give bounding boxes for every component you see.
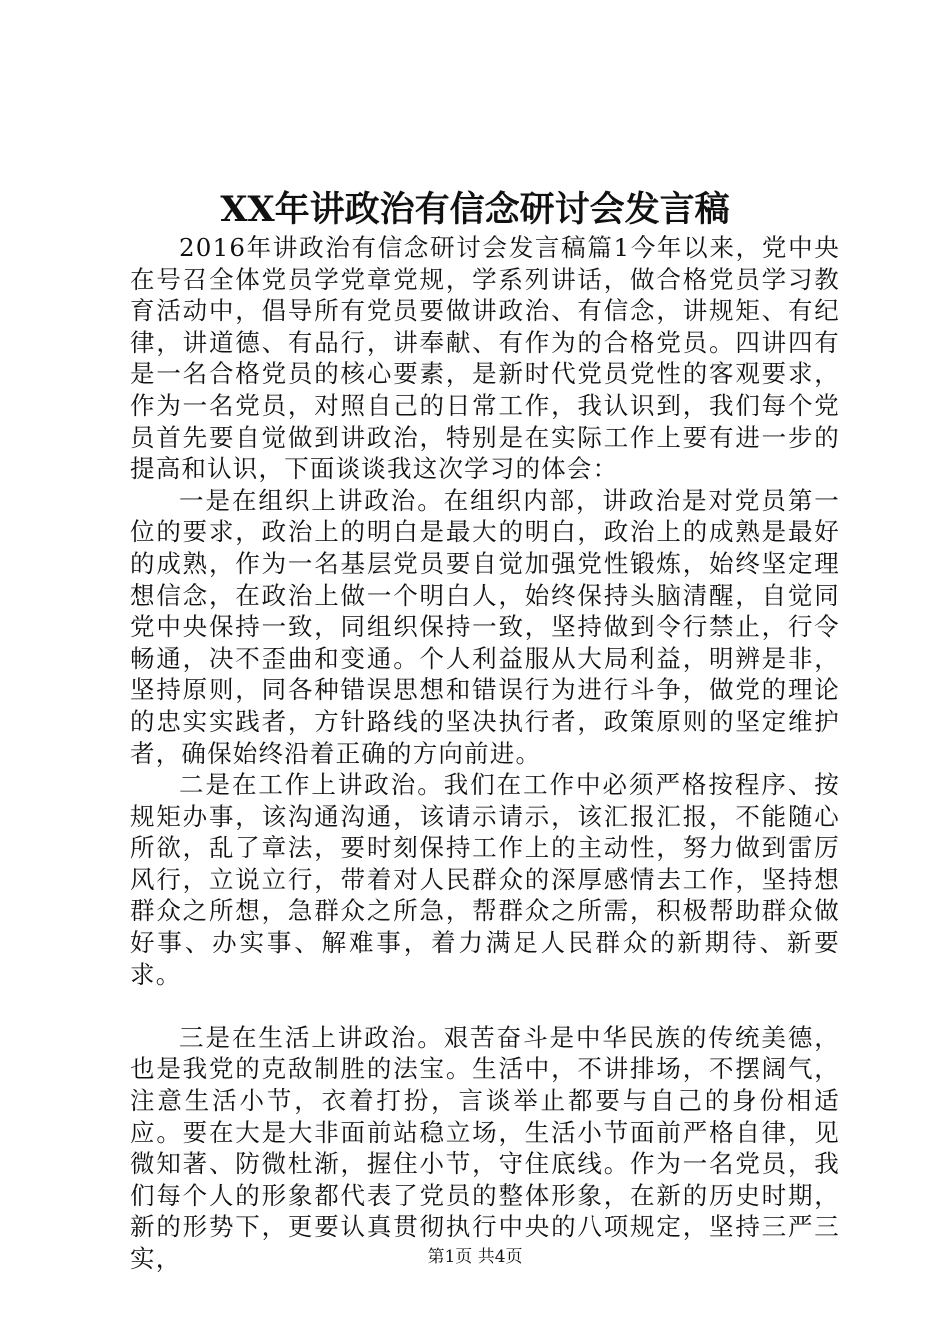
paragraph-work: 二是在工作上讲政治。我们在工作中必须严格按程序、按规矩办事，该沟通沟通，该请示请示，该汇报汇报，不能随心所欲，乱了章法，要时刻保持工作上的主动性，努力做到雷厉风行，立说立行，带着对人民群众的深厚感情去工作，坚持想群众之所想，急群众之所急，帮群众之所需，积极帮助群众做好事、办实事、解难事，着力满足人民群众的新期待、新要求。	[130, 770, 840, 989]
document-title: XX年讲政治有信念研讨会发言稿	[220, 189, 730, 230]
page-number-footer: 第1页 共4页	[427, 1247, 523, 1267]
paragraph-life: 三是在生活上讲政治。艰苦奋斗是中华民族的传统美德，也是我党的克敌制胜的法宝。生活中，不讲排场，不摆阔气，注意生活小节，衣着打扮，言谈举止都要与自己的身份相适应。要在大是大非面前站稳立场，生活小节面前严格自律，见微知著、防微杜渐，握住小节，守住底线。作为一名党员，我们每个人的形象都代表了党员的整体形象，在新的历史时期，新的形势下，更要认真贯彻执行中央的八项规定，坚持三严三实，	[130, 1022, 840, 1273]
document-body	[130, 232, 840, 1275]
paragraph-intro: 2016年讲政治有信念研讨会发言稿篇1今年以来，党中央在号召全体党员学党章党规，学系列讲话，做合格党员学习教育活动中，倡导所有党员要做讲政治、有信念，讲规矩、有纪律，讲道德、有品行，讲奉献、有作为的合格党员。四讲四有是一名合格党员的核心要素，是新时代党员党性的客观要求，作为一名党员，对照自己的日常工作，我认识到，我们每个党员首先要自觉做到讲政治，特别是在实际工作上要有进一步的提高和认识，下面谈谈我这次学习的体会：	[130, 233, 840, 484]
paragraph-organization: 一是在组织上讲政治。在组织内部，讲政治是对党员第一位的要求，政治上的明白是最大的明白，政治上的成熟是最好的成熟，作为一名基层党员要自觉加强党性锻炼，始终坚定理想信念，在政治上做一个明白人，始终保持头脑清醒，自觉同党中央保持一致，同组织保持一致，坚持做到令行禁止，行令畅通，决不歪曲和变通。个人利益服从大局利益，明辨是非，坚持原则，同各种错误思想和错误行为进行斗争，做党的理论的忠实实践者，方针路线的坚决执行者，政策原则的坚定维护者，确保始终沿着正确的方向前进。	[130, 485, 840, 768]
